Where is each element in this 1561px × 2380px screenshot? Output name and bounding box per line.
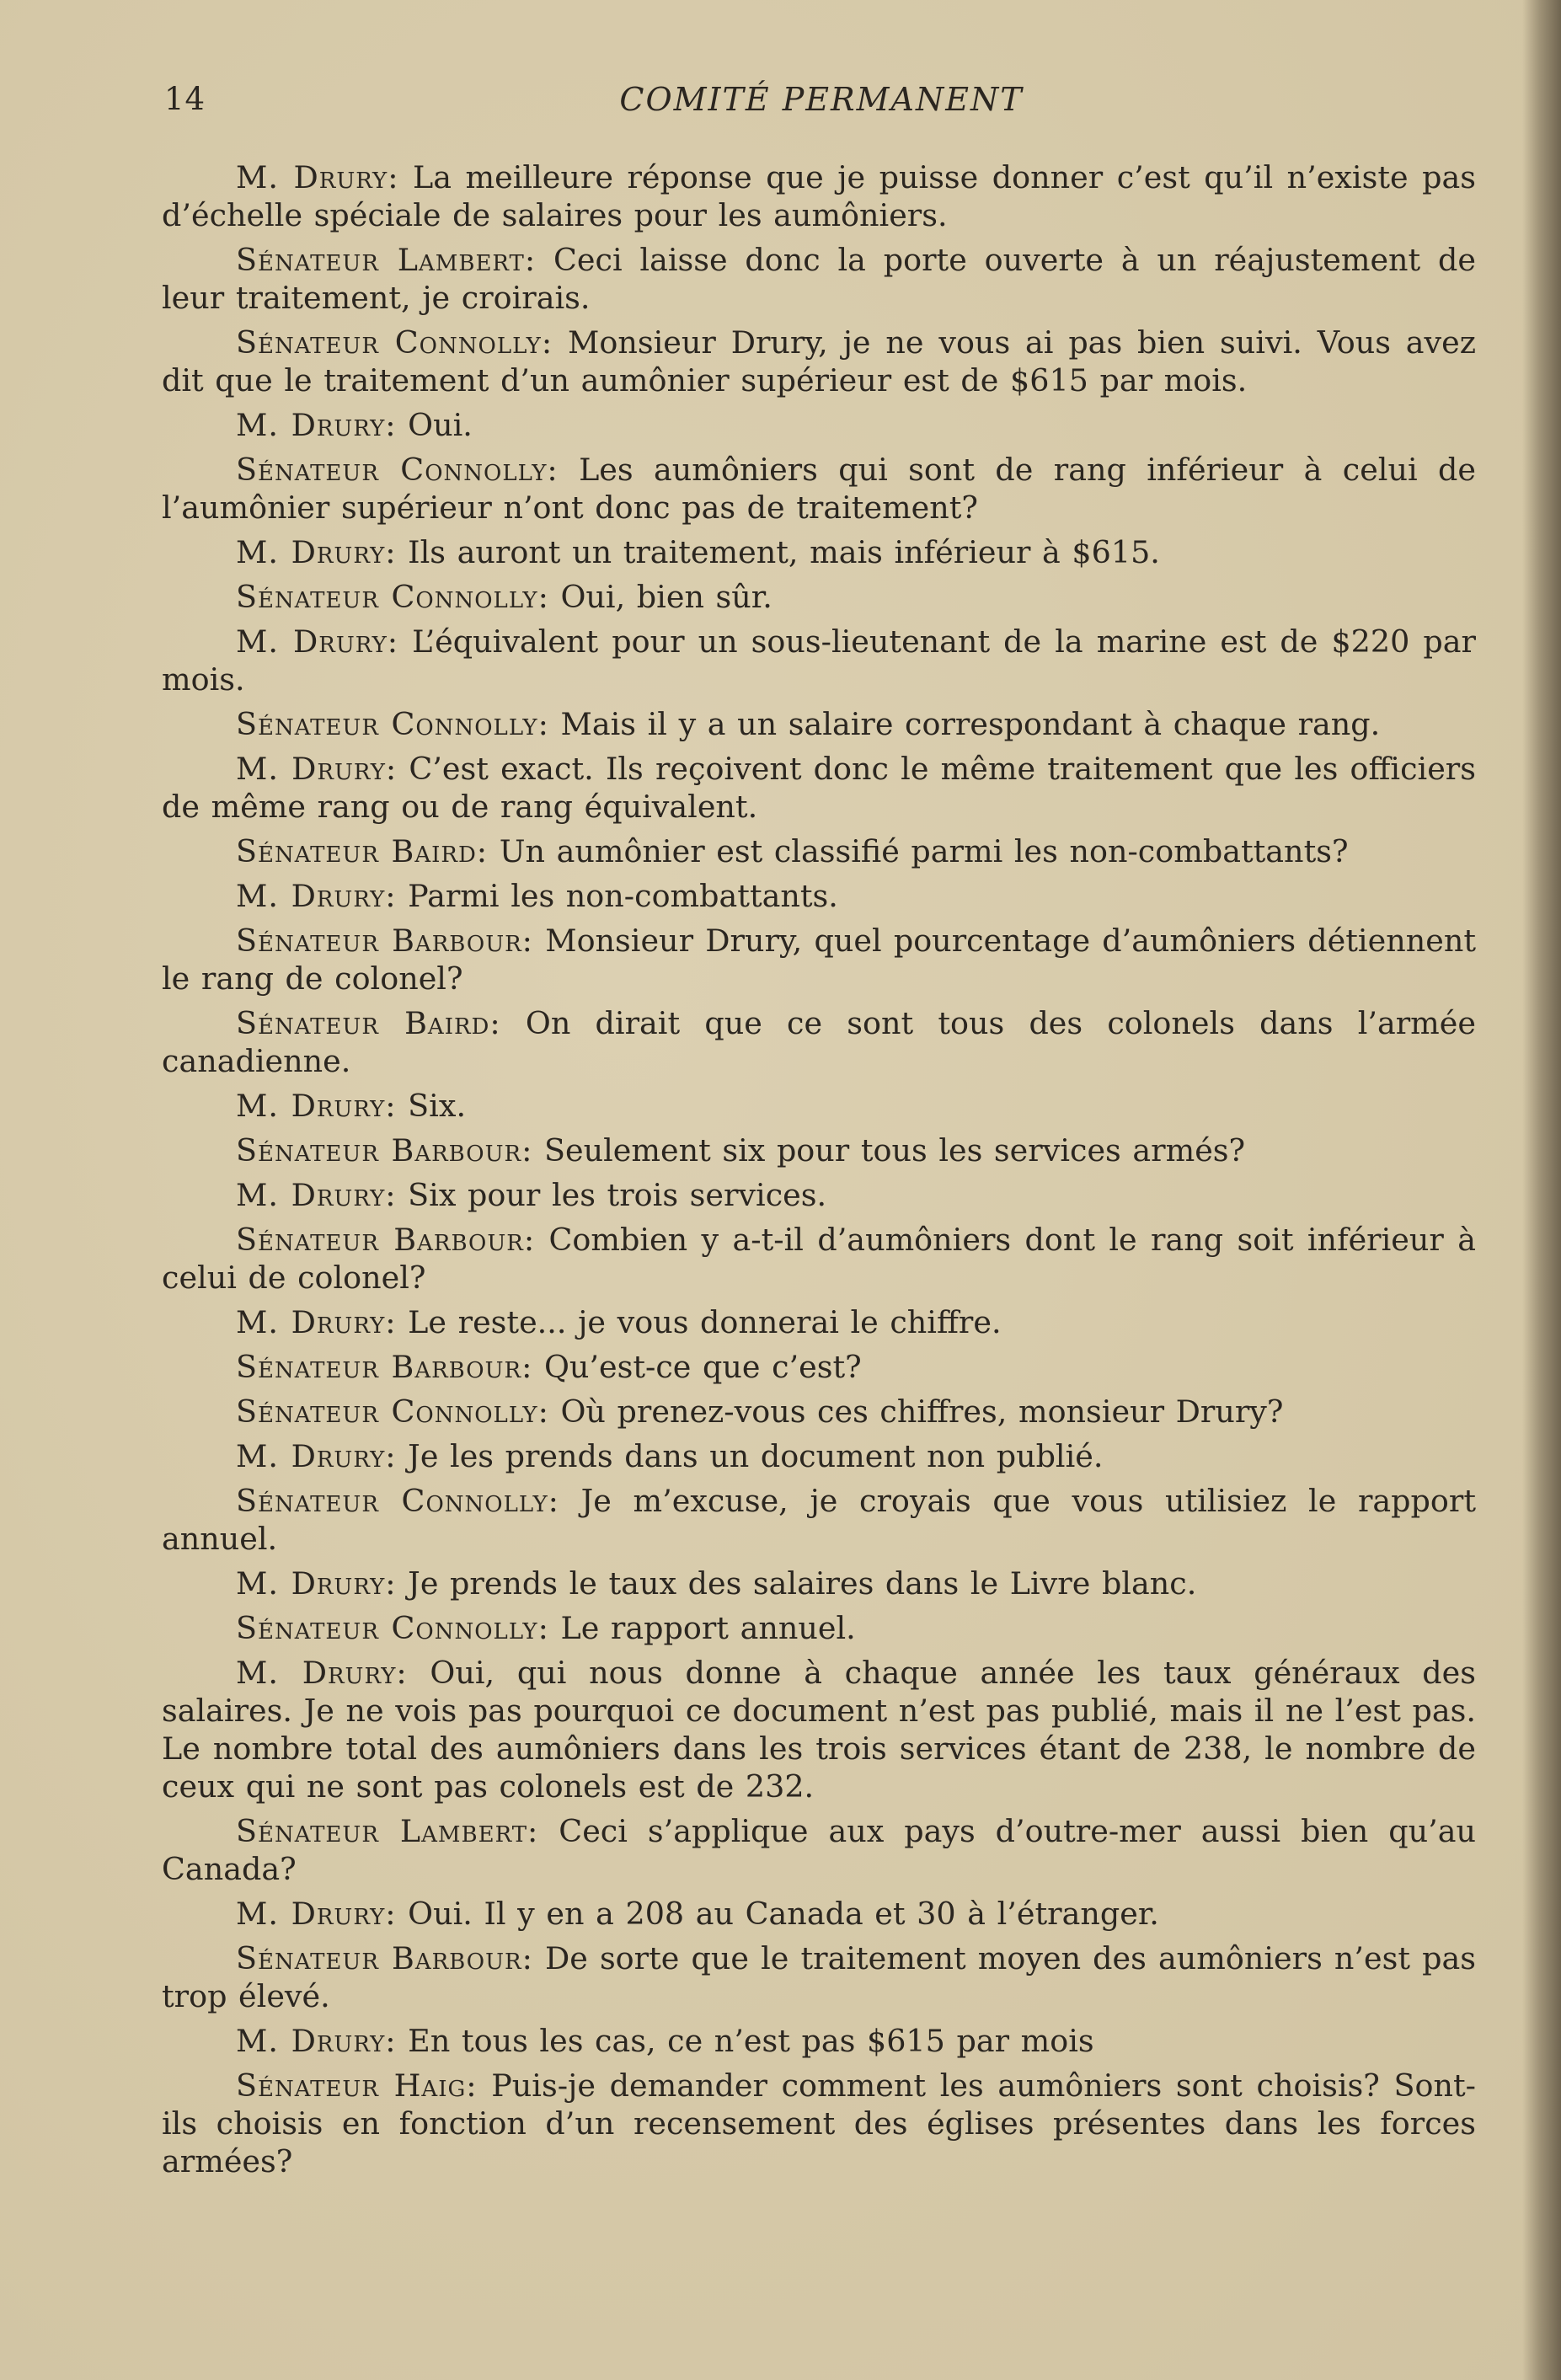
dialogue-paragraph [162, 451, 1476, 527]
dialogue-paragraph [162, 1087, 1476, 1125]
page-header [164, 81, 1478, 128]
dialogue-paragraph [162, 623, 1476, 698]
speech-text: Les aumôniers qui sont de rang inférieur à celui de l’aumônier supérieur n’ont donc pas de traitement? [162, 452, 1477, 526]
dialogue-paragraph [162, 1176, 1476, 1214]
speaker-name: Sénateur Lambert: [236, 242, 537, 278]
dialogue-paragraph [162, 832, 1476, 870]
speaker-name: Sénateur Barbour: [236, 1940, 533, 1976]
speech-text: Oui. [396, 407, 473, 443]
speech-text: Seulement six pour tous les services armés? [532, 1132, 1246, 1169]
speaker-name: M. Drury: [236, 878, 397, 914]
page-edge-shadow [1522, 0, 1561, 2380]
dialogue-paragraph [162, 877, 1476, 915]
speech-text: Ils auront un traitement, mais inférieur à $615. [396, 534, 1160, 570]
speech-text: Oui, bien sûr. [548, 579, 772, 615]
speech-text: Monsieur Drury, je ne vous ai pas bien suivi. Vous avez dit que le traitement d’un aumônier supérieur est de $615 par mois. [162, 324, 1477, 398]
speech-text: Combien y a-t-il d’aumôniers dont le rang soit inférieur à celui de colonel? [162, 1222, 1476, 1296]
speaker-name: M. Drury: [236, 407, 397, 443]
speaker-name: Sénateur Connolly: [236, 1483, 559, 1519]
speaker-name: M. Drury: [236, 751, 398, 787]
speaker-name: Sénateur Baird: [236, 1005, 501, 1041]
dialogue-paragraph [162, 1564, 1476, 1602]
speech-text: Six. [396, 1088, 467, 1124]
dialogue-paragraph [162, 922, 1476, 997]
dialogue-paragraph [162, 1348, 1476, 1386]
transcript-body [162, 158, 1476, 2187]
speech-text: Qu’est-ce que c’est? [532, 1349, 862, 1385]
speaker-name: Sénateur Barbour: [236, 1222, 536, 1258]
speech-text: Je m’excuse, je croyais que vous utilisiez le rapport annuel. [162, 1483, 1477, 1557]
speaker-name: M. Drury: [236, 1896, 397, 1932]
speaker-name: Sénateur Barbour: [236, 923, 533, 959]
dialogue-paragraph [162, 1131, 1476, 1169]
dialogue-paragraph [162, 750, 1476, 826]
speaker-name: Sénateur Haig: [236, 2067, 478, 2104]
dialogue-paragraph [162, 1482, 1476, 1558]
dialogue-paragraph [162, 1654, 1476, 1805]
speech-text: Ceci s’applique aux pays d’outre-mer aussi bien qu’au Canada? [162, 1813, 1476, 1887]
speaker-name: Sénateur Baird: [236, 833, 489, 869]
speech-text: Six pour les trois services. [396, 1177, 827, 1213]
speech-text: Puis-je demander comment les aumôniers sont choisis? Sont-ils choisis en fonction d’un recensement des églises présentes dans les forces armées? [162, 2067, 1476, 2179]
speech-text: En tous les cas, ce n’est pas $615 par mois [396, 2023, 1094, 2059]
speaker-name: Sénateur Connolly: [236, 579, 549, 615]
dialogue-paragraph [162, 406, 1476, 444]
speech-text: Oui. Il y en a 208 au Canada et 30 à l’étranger. [396, 1896, 1159, 1932]
dialogue-paragraph [162, 1221, 1476, 1297]
speaker-name: M. Drury: [236, 1177, 397, 1213]
dialogue-paragraph [162, 158, 1476, 234]
dialogue-paragraph [162, 1609, 1476, 1647]
dialogue-paragraph [162, 2067, 1476, 2180]
speaker-name: Sénateur Barbour: [236, 1349, 533, 1385]
page-number: 14 [164, 81, 206, 117]
speaker-name: Sénateur Barbour: [236, 1132, 533, 1169]
speaker-name: M. Drury: [236, 623, 399, 660]
speech-text: Ceci laisse donc la porte ouverte à un réajustement de leur traitement, je croirais. [162, 242, 1476, 316]
dialogue-paragraph [162, 2022, 1476, 2060]
speaker-name: M. Drury: [236, 1088, 397, 1124]
dialogue-paragraph [162, 241, 1476, 317]
speech-text: Parmi les non-combattants. [396, 878, 838, 914]
speaker-name: Sénateur Connolly: [236, 324, 553, 361]
speaker-name: M. Drury: [236, 1438, 397, 1474]
speaker-name: M. Drury: [236, 2023, 397, 2059]
dialogue-paragraph [162, 1895, 1476, 1933]
dialogue-paragraph [162, 1004, 1476, 1080]
speaker-name: M. Drury: [236, 1655, 408, 1691]
dialogue-paragraph [162, 533, 1476, 571]
dialogue-paragraph [162, 1812, 1476, 1888]
speech-text: On dirait que ce sont tous des colonels dans l’armée canadienne. [162, 1005, 1476, 1079]
speaker-name: Sénateur Lambert: [236, 1813, 539, 1849]
speaker-name: Sénateur Connolly: [236, 452, 559, 488]
running-title: COMITÉ PERMANENT [619, 81, 1024, 118]
speech-text: Je prends le taux des salaires dans le Livre blanc. [396, 1565, 1197, 1602]
speech-text: Où prenez-vous ces chiffres, monsieur Drury? [548, 1393, 1284, 1430]
speaker-name: M. Drury: [236, 534, 397, 570]
dialogue-paragraph [162, 705, 1476, 743]
speech-text: Oui, qui nous donne à chaque année les taux généraux des salaires. Je ne vois pas pourquoi ce document n’est pas publié, mais il ne l’est pas. Le nombre total des aumôniers dans les trois services étant de 238, le nombre de ceux qui ne sont pas colonels est de 232. [162, 1655, 1476, 1805]
speaker-name: Sénateur Connolly: [236, 1393, 549, 1430]
speaker-name: Sénateur Connolly: [236, 1610, 549, 1646]
speech-text: Je les prends dans un document non publié. [396, 1438, 1104, 1474]
speaker-name: M. Drury: [236, 1304, 397, 1340]
dialogue-paragraph [162, 1393, 1476, 1431]
dialogue-paragraph [162, 1939, 1476, 2015]
dialogue-paragraph [162, 1437, 1476, 1475]
dialogue-paragraph [162, 578, 1476, 616]
speech-text: La meilleure réponse que je puisse donner c’est qu’il n’existe pas d’échelle spéciale de salaires pour les aumôniers. [162, 159, 1476, 233]
speech-text: Un aumônier est classifié parmi les non-combattants? [488, 833, 1349, 869]
dialogue-paragraph [162, 1303, 1476, 1341]
dialogue-paragraph [162, 324, 1476, 399]
speech-text: Mais il y a un salaire correspondant à chaque rang. [548, 706, 1381, 742]
speaker-name: Sénateur Connolly: [236, 706, 549, 742]
speech-text: Monsieur Drury, quel pourcentage d’aumôniers détiennent le rang de colonel? [162, 923, 1476, 997]
speech-text: De sorte que le traitement moyen des aumôniers n’est pas trop élevé. [162, 1940, 1476, 2014]
speech-text: C’est exact. Ils reçoivent donc le même traitement que les officiers de même rang ou de rang équivalent. [162, 751, 1476, 825]
speech-text: Le rapport annuel. [548, 1610, 856, 1646]
speaker-name: M. Drury: [236, 159, 399, 195]
speech-text: L’équivalent pour un sous-lieutenant de la marine est de $220 par mois. [162, 623, 1476, 698]
speaker-name: M. Drury: [236, 1565, 397, 1602]
speech-text: Le reste... je vous donnerai le chiffre. [396, 1304, 1002, 1340]
